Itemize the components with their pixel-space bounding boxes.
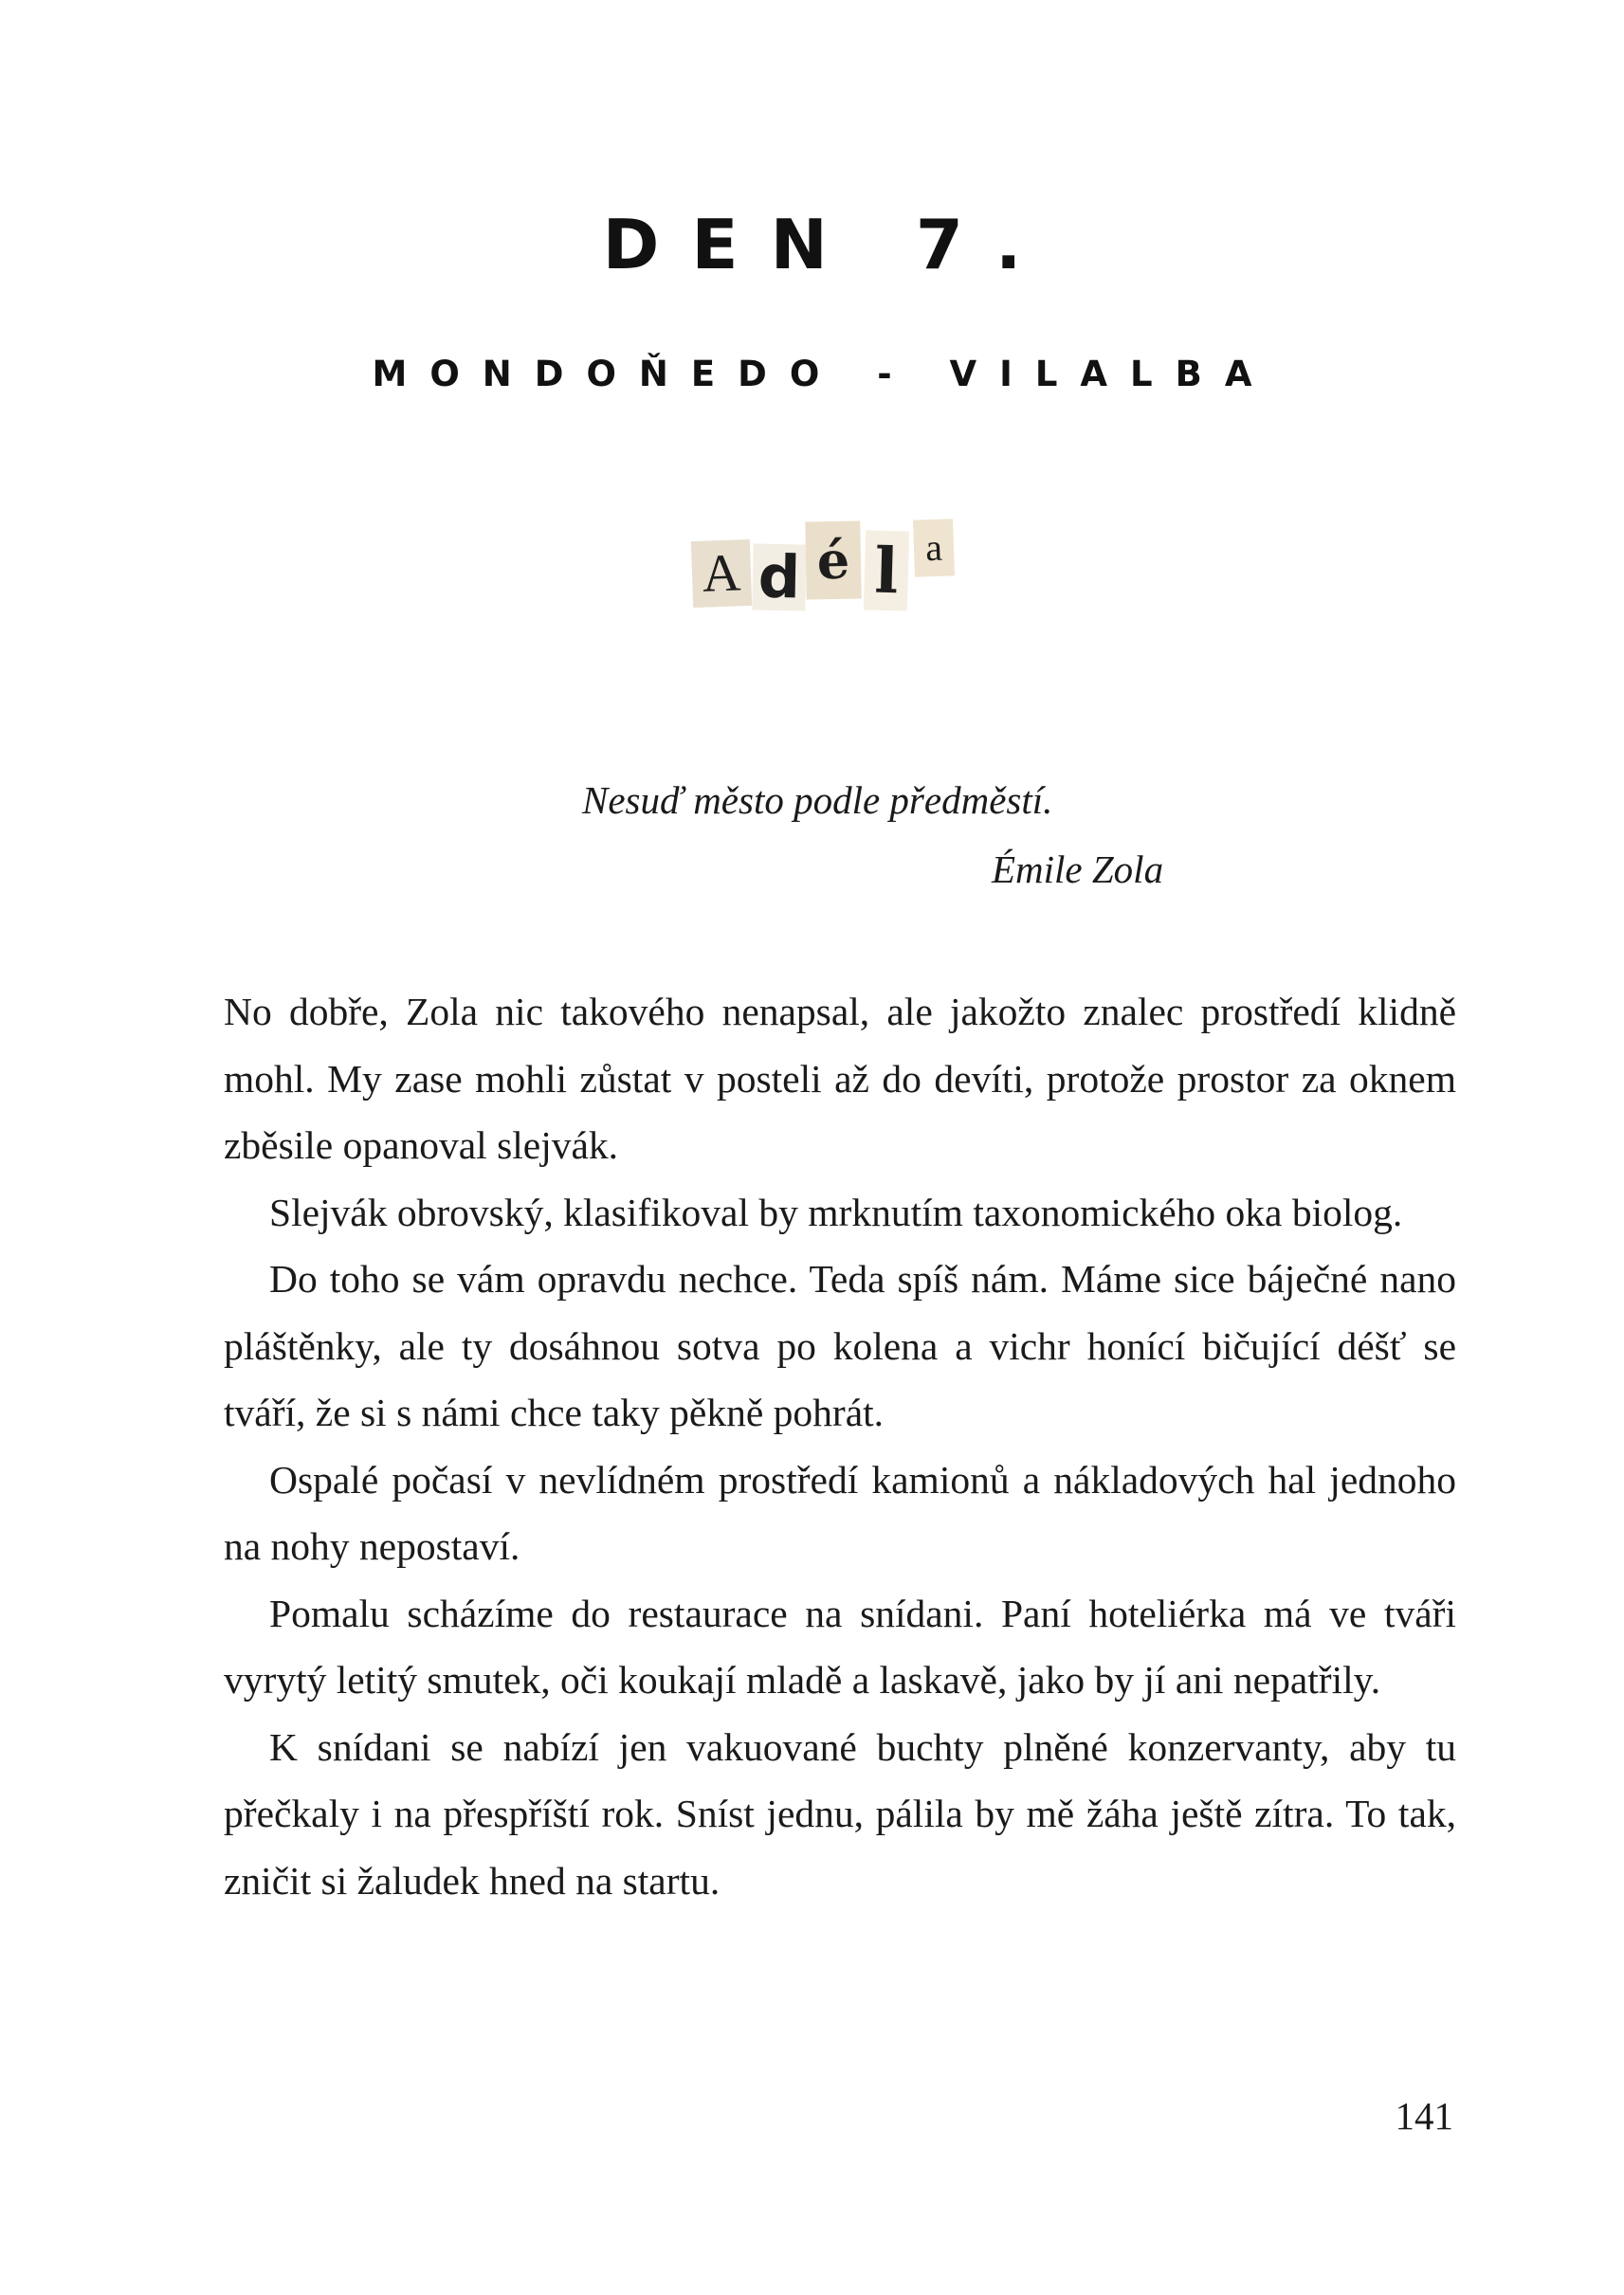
paragraph: K snídani se nabízí jen vakuované buchty plněné konzervanty, aby tu přečkaly i na přespříští rok. Sníst jednu, pálila by mě žáha ještě zítra. To tak, zničit si žaludek hned na startu.: [224, 1724, 1456, 1903]
narrator-letter: d: [752, 544, 806, 611]
paragraph: No dobře, Zola nic takového nenapsal, ale jakožto znalec prostředí klidně mohl. My zase mohli zůstat v posteli až do devíti, protože prostor za oknem zběsile opanoval slejvák.: [224, 990, 1456, 1167]
body-text: [224, 978, 1456, 1914]
paragraph: Pomalu scházíme do restaurace na snídani. Paní hoteliérka má ve tváři vyrytý letitý smutek, oči koukají mladě a laskavě, jako by jí ani nepatřily.: [224, 1591, 1456, 1702]
page-number: 141: [1395, 2094, 1453, 2138]
narrator-letter: l: [864, 530, 909, 610]
epigraph-author: Émile Zola: [992, 847, 1164, 891]
epigraph-quote: Nesuď město podle předměstí.: [582, 778, 1053, 822]
narrator-letter: é: [805, 521, 861, 600]
narrator-letter: a: [913, 519, 955, 576]
narrator-name-collage: [692, 512, 995, 645]
chapter-title: DEN 7.: [602, 205, 1054, 284]
paragraph: Ospalé počasí v nevlídném prostředí kamionů a nákladových hal jednoho na nohy nepostaví.: [224, 1457, 1456, 1568]
chapter-subtitle: MONDOŇEDO - VILALBA: [372, 354, 1275, 394]
paragraph: Do toho se vám opravdu nechce. Teda spíš nám. Máme sice báječné nano pláštěnky, ale ty dosáhnou sotva po kolena a vichr honící bičující déšť se tváří, že si s námi chce taky pěkně pohrát.: [224, 1257, 1456, 1434]
paragraph: Slejvák obrovský, klasifikoval by mrknutím taxonomického oka biolog.: [269, 1190, 1403, 1234]
narrator-letter: A: [691, 539, 752, 608]
